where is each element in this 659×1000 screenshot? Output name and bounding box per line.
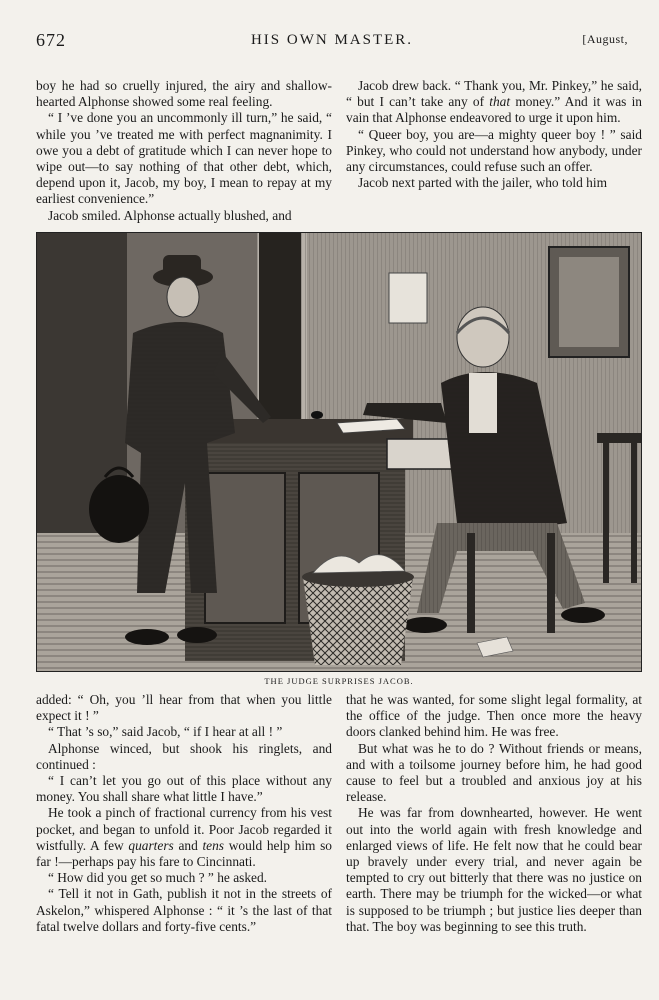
paragraph: “ Tell it not in Gath, publish it not in the streets of Askelon,” whispered Alphonse : “ it ’s the last of that fatal twelve dollars and forty-five cents.”	[36, 886, 332, 934]
paragraph: “ That ’s so,” said Jacob, “ if I hear at all ! ”	[48, 724, 283, 740]
paragraph: that he was wanted, for some slight legal formality, at the office of the judge. Then once more the heavy doors clanked behind him. He was free.	[346, 692, 642, 740]
paragraph: “ I ’ve done you an uncommonly ill turn,” he said, “ while you ’ve treated me with perfect magnanimity. I owe you a debt of gratitude which I can never hope to wipe out—to say nothing of that other debt, which, depend upon it, Jacob, my boy, I mean to repay at my earliest convenience.”	[36, 110, 332, 207]
paragraph: “ How did you get so much ? ” he asked.	[48, 870, 268, 886]
illustration-caption: THE JUDGE SURPRISES JACOB.	[264, 676, 414, 686]
engraving-illustration	[36, 232, 642, 672]
paragraph: Jacob smiled. Alphonse actually blushed, and	[48, 207, 292, 223]
paragraph: But what was he to do ? Without friends or means, and with a toilsome journey before him, he had good cause to feel but a troubled and anxious joy at his release.	[346, 740, 642, 805]
text-column-bottom-right	[346, 692, 642, 935]
paragraph: Jacob drew back. “ Thank you, Mr. Pinkey,” he said, “ but I can’t take any of that money.” And it was in vain that Alphonse endeavored to urge it upon him.	[346, 78, 643, 126]
text-column-top-left	[36, 78, 332, 224]
text-column-top-right	[346, 78, 642, 191]
paragraph: He took a pinch of fractional currency from his vest pocket, and began to unfold it. Poor Jacob regarded it wistfully. A few quarters and tens would help him so far !—perhaps pay his fare to Cincinnati.	[36, 805, 332, 870]
paragraph: Jacob next parted with the jailer, who told him	[358, 175, 607, 191]
engraving-scene	[37, 233, 641, 671]
running-head	[36, 30, 628, 52]
running-month: [August,	[582, 32, 628, 46]
paragraph: “ Queer boy, you are—a mighty queer boy ! ” said Pinkey, who could not understand how anybody, under any circumstances, could refuse such an offer.	[346, 126, 642, 175]
paragraph: added: “ Oh, you ’ll hear from that when you little expect it ! ”	[36, 692, 332, 724]
page-number: 672	[36, 30, 66, 50]
paragraph: He was far from downhearted, however. He went out into the world again with fresh knowledge and enlarged views of life. He felt now that he could bear up bravely under every trial, and never again be tempted to cry out bitterly that there was no justice on earth. There may be triumph for the wicked—or what is supposed to be triumph ; but justice lies deeper than that. The boy was beginning to see this truth.	[346, 805, 642, 934]
text-column-bottom-left	[36, 692, 332, 935]
running-title: HIS OWN MASTER.	[250, 32, 414, 48]
paragraph: Alphonse winced, but shook his ringlets, and continued :	[36, 740, 332, 772]
paragraph: “ I can’t let you go out of this place without any money. You shall share what little I have.”	[36, 773, 332, 805]
paragraph: boy he had so cruelly injured, the airy and shallow-hearted Alphonse showed some real feeling.	[36, 78, 332, 110]
